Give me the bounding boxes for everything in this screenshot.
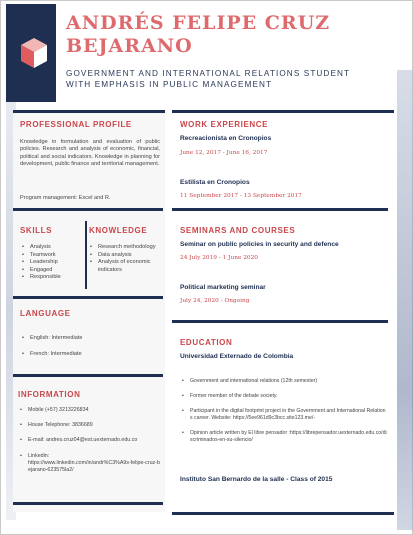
language-list [22, 335, 162, 358]
knowledge-item: • Data analysis [90, 252, 162, 260]
knowledge-item: • Research methodology [90, 244, 162, 252]
seminar-title: Political marketing seminar [180, 284, 266, 291]
profile-text: Knowledge in formulation and evaluation of public policies. Research and analysis of economic, financial, political and social indicators. Knowledge in planning for development, public finance and territorial management. [20, 139, 160, 168]
seminar-date: 24 July 2019 - 1 June 2020 [180, 255, 258, 261]
skill-item: • Engaged [22, 267, 82, 275]
seminars-bottom-rule [172, 320, 388, 323]
education-bottom-rule [172, 512, 394, 515]
skills-heading: SKILLS [20, 226, 53, 235]
school-name: Instituto San Bernardo de la salle - Class of 2015 [180, 476, 333, 483]
information-bottom-rule [13, 502, 163, 505]
knowledge-list [90, 244, 162, 274]
education-heading: EDUCATION [180, 338, 233, 347]
job-role: Recreacionista en Cronopios [180, 135, 272, 142]
house-phone: • House Telephone: 3836689 [20, 422, 162, 429]
skills-bottom-rule [13, 296, 163, 299]
candidate-name [66, 12, 396, 58]
education-item: • Participant in the digital footprint project in the Government and International Relations career. Website: https://5ee961d9c3bcc.site123.me/- [182, 408, 387, 422]
linkedin-link[interactable]: https://www.linkedin.com/in/andr%C3%A9s-felipe-cruz-bejarano-623575la2/ [28, 459, 160, 474]
profile-bottom-rule [13, 208, 163, 211]
name-line-2: BEJARANO [66, 35, 193, 57]
right-column [172, 110, 394, 522]
profile-extra: Program management: Excel and R. [20, 195, 111, 201]
education-item: • Opinion article written by El libre pensador :https://librepensador.uexternado.edu.co/discriminados-en-su-silencio/ [182, 430, 387, 444]
name-line-1: ANDRÉS FELIPE CRUZ [66, 12, 331, 34]
knowledge-item: • Analysis of economic indicators [90, 259, 162, 274]
profile-top-rule [13, 110, 165, 113]
job-role: Estilista en Cronopios [180, 179, 250, 186]
work-heading: WORK EXPERIENCE [180, 120, 269, 129]
email-text[interactable]: E-mail: andres.cruz04@est.uexternado.edu.co [28, 437, 138, 444]
language-bottom-rule [13, 374, 163, 377]
skill-item: • Leadership [22, 259, 82, 267]
seminar-date: July 24, 2020 - Ongoing [180, 298, 250, 304]
seminar-title: Seminar on public policies in security and defence [180, 241, 339, 248]
seminars-heading: SEMINARS AND COURSES [180, 226, 296, 235]
skill-item: • Analysis [22, 244, 82, 252]
knowledge-heading: KNOWLEDGE [89, 226, 148, 235]
linkedin-item [20, 453, 162, 475]
skill-item: • Teamwork [22, 252, 82, 260]
information-list [20, 407, 162, 474]
email-link[interactable] [20, 437, 162, 444]
decorative-strip-right [397, 70, 413, 530]
language-item: • French: Intermediate [22, 351, 162, 359]
work-bottom-rule [172, 208, 388, 211]
work-top-rule [172, 110, 394, 113]
education-list [182, 378, 387, 444]
job-date: 11 September 2017 - 13 September 2017 [180, 193, 302, 199]
profile-heading: PROFESSIONAL PROFILE [20, 120, 132, 129]
subtitle-line-2: WITH EMPHASIS IN PUBLIC MANAGEMENT [66, 80, 273, 89]
skills-list [22, 244, 82, 282]
candidate-subtitle [66, 68, 396, 90]
language-item: • English: Intermediate [22, 335, 162, 343]
university-name: Universidad Externado de Colombia [180, 353, 294, 360]
information-heading: INFORMATION [18, 390, 81, 399]
education-item: • Government and international relations (12th semester) [182, 378, 387, 385]
skill-item: • Responsible [22, 274, 82, 282]
job-date: June 12, 2017 - June 16, 2017 [180, 150, 268, 156]
linkedin-label: Linkedin: [28, 452, 50, 459]
language-heading: LANGUAGE [20, 309, 71, 318]
cube-logo-icon [20, 37, 48, 69]
subtitle-line-1: GOVERNMENT AND INTERNATIONAL RELATIONS STUDENT [66, 69, 351, 78]
education-item: • Former member of the debate society. [182, 393, 387, 400]
skills-divider [85, 221, 87, 289]
logo-block [6, 4, 56, 102]
mobile-phone: • Mobile (+57) 3213226834 [20, 407, 162, 414]
